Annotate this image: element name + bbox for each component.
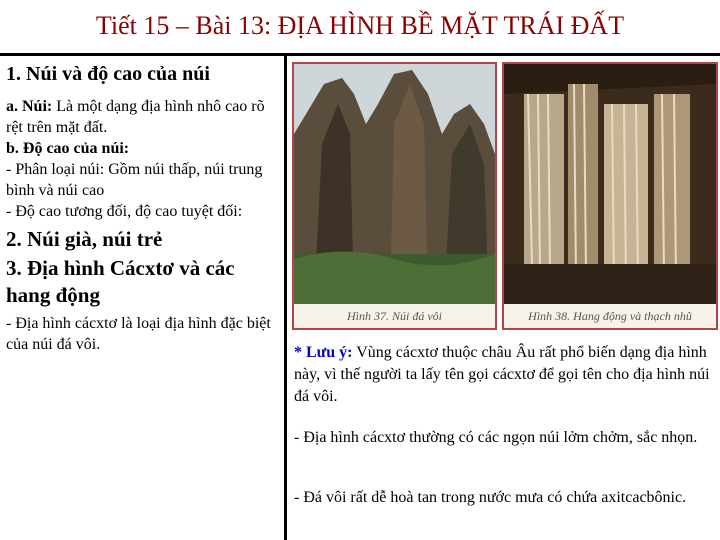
definition-a-text: Là một dạng địa hình nhô cao rõ rệt trên mặt đất. — [6, 98, 265, 136]
title-divider — [0, 53, 720, 56]
photo2-caption: Hình 38. Hang động và thạch nhũ — [504, 304, 716, 328]
section1-heading: 1. Núi và độ cao của núi — [6, 63, 210, 85]
limestone-dissolve-bullet: - Đá vôi rất dễ hoà tan trong nước mưa có chứa axitcacbônic. — [294, 489, 687, 506]
definition-a-label: a. Núi: — [6, 98, 53, 115]
slide-title: Tiết 15 – Bài 13: ĐỊA HÌNH BỀ MẶT TRÁI ĐẤT — [95, 11, 625, 40]
cave-stalactite-image — [504, 64, 716, 304]
classification-text: - Phân loại núi: Gồm núi thấp, núi trung bình và núi cao — [6, 161, 263, 199]
karst-definition: - Địa hình cácxtơ là loại địa hình đặc biệt của núi đá vôi. — [6, 315, 271, 353]
left-column — [6, 62, 278, 355]
note-text: Vùng cácxtơ thuộc châu Âu rất phổ biến dạng địa hình này, vì thế người ta lấy tên gọi cácxtơ để gọi tên cho địa hình núi đá vôi. — [294, 344, 710, 405]
definition-b-label: b. Độ cao của núi: — [6, 140, 130, 157]
definition-a — [6, 96, 278, 138]
section3-heading: 3. Địa hình Cácxtơ và các hang động — [6, 256, 235, 307]
photo1-caption: Hình 37. Núi đá vôi — [294, 304, 495, 328]
note-label: * Lưu ý: — [294, 344, 353, 361]
limestone-mountain-image — [294, 64, 495, 304]
column-divider — [284, 56, 287, 540]
section2-heading: 2. Núi già, núi trẻ — [6, 227, 163, 251]
relative-height-text: - Độ cao tương đối, độ cao tuyệt đối: — [6, 203, 243, 220]
karst-peaks-bullet: - Địa hình cácxtơ thường có các ngọn núi lởm chởm, sắc nhọn. — [294, 429, 698, 446]
limestone-mountain-photo — [292, 62, 497, 330]
cave-photo — [502, 62, 718, 330]
note-paragraph — [294, 342, 714, 408]
